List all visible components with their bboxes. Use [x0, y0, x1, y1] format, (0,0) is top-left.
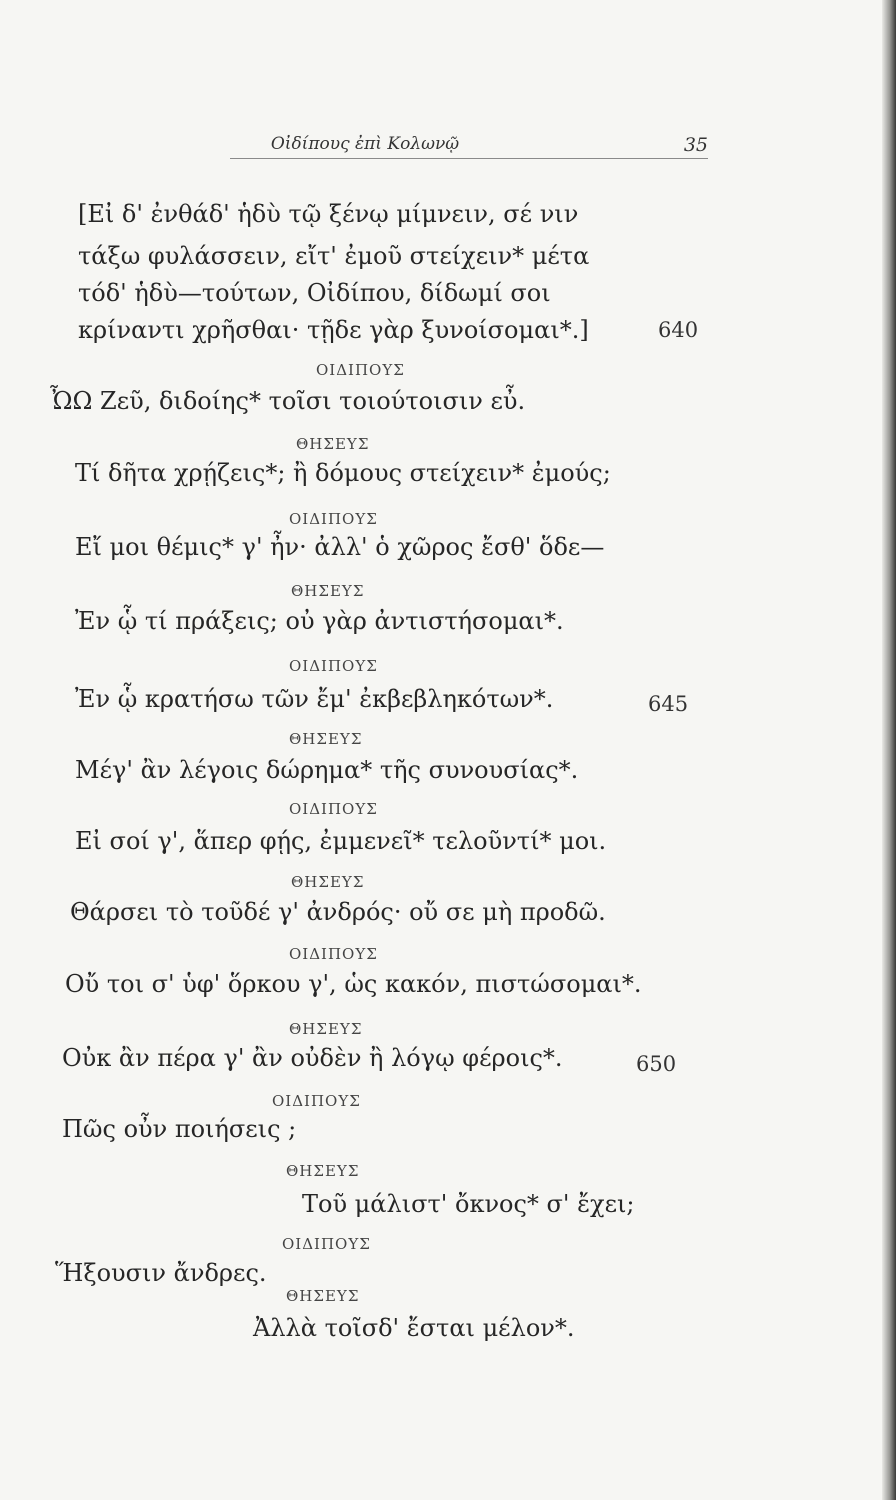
verse-line: Μέγ' ἂν λέγοις δώρημα* τῆς συνουσίας*. [75, 756, 579, 784]
speaker-heading: ΘΗΣΕΥΣ [286, 1162, 360, 1180]
running-header [230, 132, 708, 159]
line-number: 650 [636, 1052, 677, 1076]
page-number: 35 [683, 134, 708, 156]
verse-line: Οὐκ ἂν πέρα γ' ἂν οὐδὲν ἢ λόγῳ φέροις*. [62, 1044, 563, 1072]
speaker-heading: ΟΙΔΙΠΟΥΣ [289, 800, 378, 818]
verse-line: Πῶς οὖν ποιήσεις ; [62, 1115, 297, 1143]
verse-line: τάξω φυλάσσειν, εἴτ' ἐμοῦ στείχειν* μέτα [78, 242, 590, 270]
speaker-heading: ΟΙΔΙΠΟΥΣ [289, 510, 378, 528]
verse-line: Τοῦ μάλιστ' ὄκνος* σ' ἔχει; [302, 1190, 635, 1218]
speaker-heading: ΘΗΣΕΥΣ [296, 435, 370, 453]
verse-line: Ἐν ᾧ τί πράξεις; οὐ γὰρ ἀντιστήσομαι*. [75, 607, 564, 635]
running-title: Οἰδίπους ἐπὶ Κολωνῷ [270, 134, 460, 154]
verse-line: Τί δῆτα χρῄζεις*; ἢ δόμους στείχειν* ἐμούς; [75, 459, 611, 487]
speaker-heading: ΘΗΣΕΥΣ [289, 1020, 363, 1038]
speaker-heading: ΘΗΣΕΥΣ [286, 1287, 360, 1305]
verse-line: Οὔ τοι σ' ὑφ' ὅρκου γ', ὡς κακόν, πιστώσομαι*. [65, 970, 642, 998]
page-edge-shadow [882, 0, 896, 1500]
speaker-heading: ΟΙΔΙΠΟΥΣ [289, 657, 378, 675]
verse-line: Θάρσει τὸ τοῦδέ γ' ἀνδρός· οὔ σε μὴ προδῶ. [70, 898, 606, 926]
verse-line: Εἰ σοί γ', ἅπερ φῄς, ἐμμενεῖ* τελοῦντί* μοι. [75, 827, 607, 855]
verse-line: ὮΩ Ζεῦ, διδοίης* τοῖσι τοιούτοισιν εὖ. [50, 387, 526, 415]
verse-line: Ἀλλὰ τοῖσδ' ἔσται μέλον*. [253, 1314, 575, 1342]
speaker-heading: ΟΙΔΙΠΟΥΣ [282, 1235, 371, 1253]
verse-line: [Εἰ δ' ἐνθάδ' ἡδὺ τῷ ξένῳ μίμνειν, σέ νιν [78, 200, 579, 228]
verse-line: Ἐν ᾧ κρατήσω τῶν ἔμ' ἐκβεβληκότων*. [75, 685, 554, 713]
speaker-heading: ΘΗΣΕΥΣ [291, 582, 365, 600]
speaker-heading: ΟΙΔΙΠΟΥΣ [289, 945, 378, 963]
speaker-heading: ΟΙΔΙΠΟΥΣ [316, 361, 405, 379]
line-number: 645 [648, 692, 689, 716]
speaker-heading: ΟΙΔΙΠΟΥΣ [272, 1092, 361, 1110]
verse-line: κρίναντι χρῆσθαι· τῇδε γὰρ ξυνοίσομαι*.] [78, 316, 589, 344]
line-number: 640 [658, 318, 699, 342]
verse-line: τόδ' ἡδὺ—τούτων, Οἰδίπου, δίδωμί σοι [78, 279, 551, 307]
verse-line: Ἥξουσιν ἄνδρες. [55, 1259, 267, 1287]
speaker-heading: ΘΗΣΕΥΣ [291, 873, 365, 891]
verse-line: Εἴ μοι θέμις* γ' ἦν· ἀλλ' ὁ χῶρος ἔσθ' ὅδε— [75, 533, 605, 561]
speaker-heading: ΘΗΣΕΥΣ [289, 730, 363, 748]
